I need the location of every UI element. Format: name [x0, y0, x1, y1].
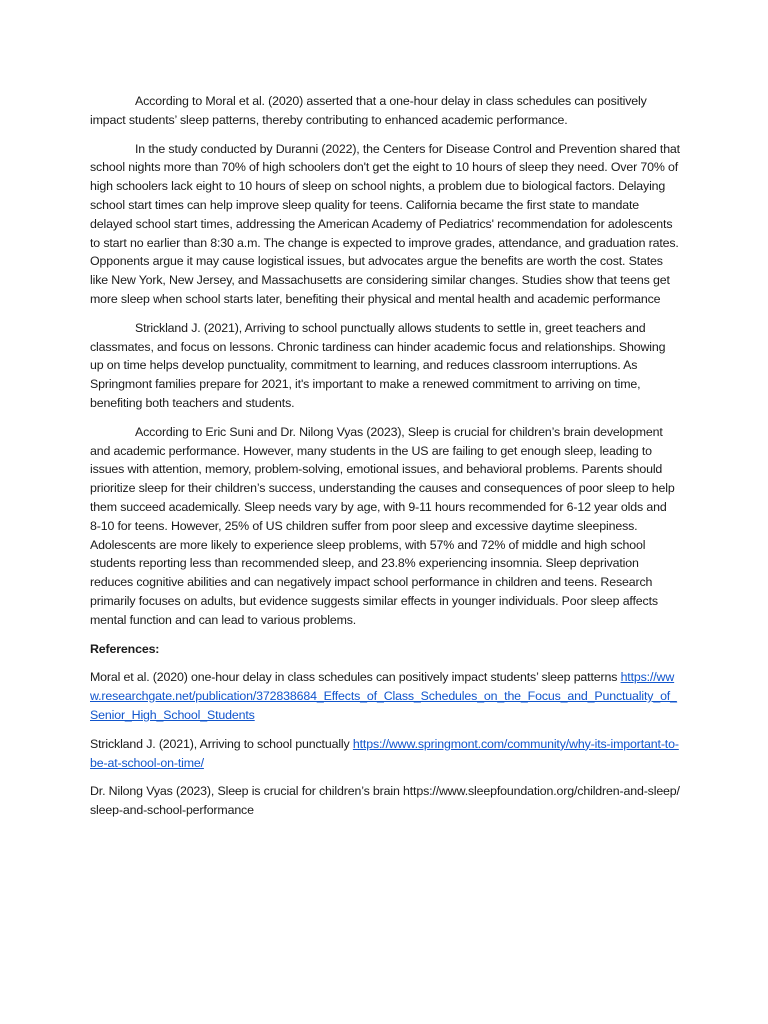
paragraph-suni-vyas: According to Eric Suni and Dr. Nilong Vyas (2023), Sleep is crucial for children’s brain development and academic performance. However, many students in the US are failing to get enough sleep, leading to issues with attention, memory, problem-solving, emotional issues, and behavioral problems. Parents should prioritize sleep for their children’s success, understanding the causes and consequences of poor sleep to help them succeed academically. Sleep needs vary by age, with 9-11 hours recommended for 6-12 year olds and 8-10 for teens. However, 25% of US children suffer from poor sleep and excessive daytime sleepiness. Adolescents are more likely to experience sleep problems, with 57% and 72% of middle and high school students reporting less than recommended sleep, and 23.8% experiencing insomnia. Sleep deprivation reduces cognitive abilities and can negatively impact school performance in children and teens. Research primarily focuses on adults, but evidence suggests similar effects in younger individuals. Poor sleep affects mental function and can lead to various problems.: [90, 424, 675, 627]
reference-vyas-text: Dr. Nilong Vyas (2023), Sleep is crucial for children’s brain: [90, 784, 400, 799]
reference-vyas-url: https://www.sleepfoundation.org/children-and-sleep/sleep-and-school-performance: [90, 784, 680, 818]
reference-strickland: [90, 735, 680, 773]
reference-moral-link[interactable]: https://www.researchgate.net/publication/372838684_Effects_of_Class_Schedules_on_the_Focus_and_Punctuality_of_Senior_High_School_Students: [90, 670, 677, 722]
paragraph-moral: According to Moral et al. (2020) asserted that a one-hour delay in class schedules can positively impact students’ sleep patterns, thereby contributing to enhanced academic performance.: [90, 94, 647, 127]
paragraph-strickland: Strickland J. (2021), Arriving to school punctually allows students to settle in, greet teachers and classmates, and focus on lessons. Chronic tardiness can hinder academic focus and relationships. Showing up on time helps develop punctuality, commitment to learning, and reduces classroom interruptions. As Springmont families prepare for 2021, it's important to make a renewed commitment to arriving on time, benefiting both teachers and students.: [90, 320, 666, 410]
paragraph-duranni: In the study conducted by Duranni (2022), the Centers for Disease Control and Prevention shared that school nights more than 70% of high schoolers don't get the eight to 10 hours of sleep they need. Over 70% of high schoolers lack eight to 10 hours of sleep on school nights, a problem due to biological factors. Delaying school start times can help improve sleep quality for teens. California became the first state to mandate delayed school start times, addressing the American Academy of Pediatrics' recommendation for adolescents to start no earlier than 8:30 a.m. The change is expected to improve grades, attendance, and graduation rates. Opponents argue it may cause logistical issues, but advocates argue the benefits are worth the cost. States like New York, New Jersey, and Massachusetts are considering similar changes. Studies show that teens get more sleep when school starts later, benefiting their physical and mental health and academic performance: [90, 141, 680, 306]
reference-strickland-text: Strickland J. (2021), Arriving to school punctually: [90, 736, 350, 751]
references-heading: References:: [90, 641, 160, 656]
reference-strickland-link[interactable]: https://www.springmont.com/community/why-its-important-to-be-at-school-on-time/: [90, 736, 679, 770]
document-page: [90, 92, 680, 830]
reference-moral: [90, 668, 680, 724]
reference-moral-text: Moral et al. (2020) one-hour delay in class schedules can positively impact students’ sleep patterns: [90, 670, 618, 685]
reference-vyas: [90, 782, 680, 820]
